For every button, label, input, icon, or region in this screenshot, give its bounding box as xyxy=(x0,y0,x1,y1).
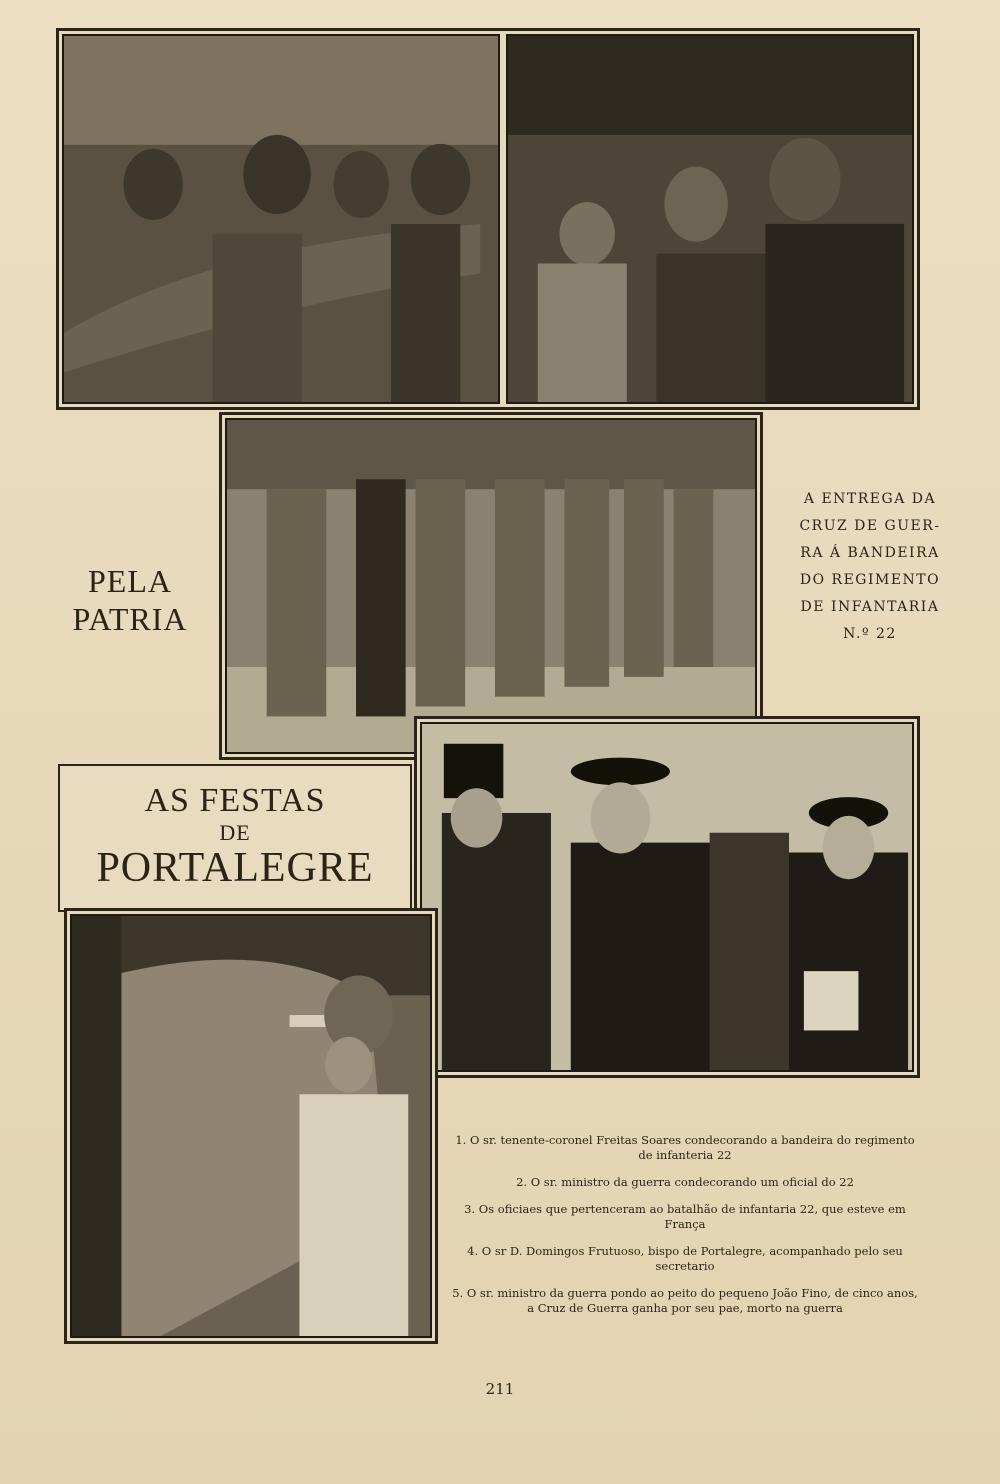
caption-4: 4. O sr D. Domingos Frutuoso, bispo de Portalegre, acompanhado pelo seu secretario xyxy=(467,1244,903,1273)
title-portalegre: PORTALEGRE xyxy=(96,845,374,891)
title-de: DE xyxy=(219,820,251,845)
side-caption-line: RA Á BANDEIRA xyxy=(800,545,940,561)
title-pela-patria xyxy=(40,562,220,638)
caption-2: 2. O sr. ministro da guerra condecorando um oficial do 22 xyxy=(516,1175,854,1189)
photo-2-minister-decorating xyxy=(506,34,914,404)
side-caption xyxy=(770,486,970,648)
side-caption-line: DO REGIMENTO xyxy=(799,572,941,588)
title-patria: PATRIA xyxy=(72,601,188,637)
page-number: 211 xyxy=(485,1380,515,1398)
side-caption-line: N.º 22 xyxy=(843,626,897,642)
caption-1: 1. O sr. tenente-coronel Freitas Soares condecorando a bandeira do regimento de infanteria 22 xyxy=(455,1133,915,1162)
title-pela: PELA xyxy=(88,563,172,599)
photo-5-minister-child xyxy=(70,914,432,1338)
photo-3-officers-lineup xyxy=(225,418,757,754)
side-caption-line: CRUZ DE GUER- xyxy=(799,518,941,534)
title-festas xyxy=(58,782,412,890)
title-as-festas: AS FESTAS xyxy=(144,782,326,819)
side-caption-line: DE INFANTARIA xyxy=(800,599,940,615)
photo-captions xyxy=(450,1133,920,1328)
side-caption-line: A ENTREGA DA xyxy=(803,491,937,507)
photo-4-bishop xyxy=(420,722,914,1072)
caption-5: 5. O sr. ministro da guerra pondo ao peito do pequeno João Fino, de cinco anos, a Cruz de Guerra ganha por seu pae, morto na guerra xyxy=(452,1286,918,1315)
photo-1-flag-decoration xyxy=(62,34,500,404)
caption-3: 3. Os oficiaes que pertenceram ao batalhão de infantaria 22, que esteve em França xyxy=(464,1202,906,1231)
